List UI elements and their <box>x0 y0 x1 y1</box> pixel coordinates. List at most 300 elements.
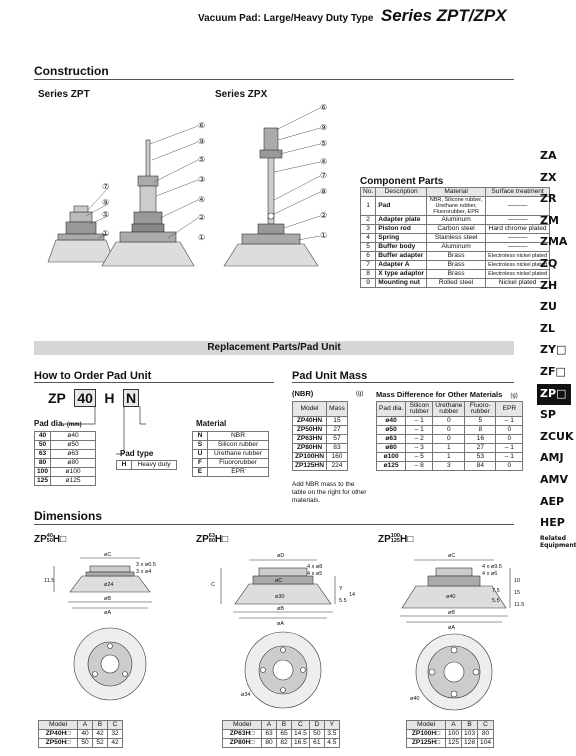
dim-row <box>407 730 494 739</box>
dim2-label-d: øD <box>277 553 285 559</box>
mass-diff-cell: 0 <box>433 435 465 444</box>
parts-desc: Piston rod <box>376 225 427 234</box>
dim-cell: 32 <box>108 730 123 739</box>
parts-row <box>361 243 550 252</box>
parts-surface: Electroless nickel plated <box>486 261 550 270</box>
pad-dia-row <box>35 477 96 486</box>
component-parts-table <box>360 187 550 288</box>
parts-material: Aluminum <box>427 216 486 225</box>
parts-header-surface: Surface treatment <box>486 188 550 197</box>
dim-cell: 42 <box>93 730 108 739</box>
dim1-title <box>34 534 66 545</box>
parts-surface: Electroless nickel plated <box>486 270 550 279</box>
mass-row <box>293 426 348 435</box>
parts-no: 8 <box>361 270 376 279</box>
mass-diff-table <box>376 401 523 471</box>
material-row <box>193 450 269 459</box>
dim-row <box>39 730 123 739</box>
dim1-label-3x65: 3 x ø6.5 <box>136 562 156 568</box>
dim1-drawing <box>40 546 180 714</box>
dim-row <box>223 730 340 739</box>
marker-zpt-left-9: ⑨ <box>102 198 110 207</box>
marker-zpt-6: ⑥ <box>198 121 206 130</box>
pad-dia-row <box>35 468 96 477</box>
side-tab-zh[interactable]: ZH <box>540 278 558 292</box>
pad-dia-cell: ø125 <box>51 477 96 486</box>
dim2-table <box>222 720 340 748</box>
marker-zpx-1: ① <box>320 231 328 240</box>
component-parts-title: Component Parts <box>360 176 444 187</box>
pad-unit-mass-heading: Pad Unit Mass <box>292 370 514 383</box>
mass-diff-row <box>377 417 523 426</box>
mass-diff-cell: 27 <box>465 444 496 453</box>
pad-dia-cell: 100 <box>35 468 51 477</box>
mass-diff-cell: 5 <box>465 417 496 426</box>
dim2-label-34: ø34 <box>241 692 251 698</box>
material-cell: U <box>193 450 208 459</box>
mass-diff-cell: ø125 <box>377 462 406 471</box>
mass-diff-cell: – 2 <box>406 435 433 444</box>
dim-header-row <box>407 721 494 730</box>
parts-no: 5 <box>361 243 376 252</box>
side-tab-strip <box>537 146 576 553</box>
mass-diff-cell: 1 <box>433 453 465 462</box>
mass-header-model: Model <box>293 402 327 417</box>
dim-cell: 65 <box>277 730 292 739</box>
mass-cell: ZP125HN <box>293 462 327 471</box>
order-code-type: H <box>104 390 115 406</box>
marker-zpx-5: ⑤ <box>320 139 328 148</box>
parts-row <box>361 279 550 288</box>
dim1-bottom: 50 <box>46 538 53 545</box>
header-subtitle: Vacuum Pad: Large/Heavy Duty Type <box>198 13 374 24</box>
mass-diff-cell: ø40 <box>377 417 406 426</box>
side-tab-amv[interactable]: AMV <box>540 472 568 486</box>
mass-row <box>293 462 348 471</box>
pad-dia-cell: ø63 <box>51 450 96 459</box>
dim3-label-10: 10 <box>514 578 521 584</box>
side-tab-zma[interactable]: ZMA <box>540 235 568 249</box>
mass-note: Add NBR mass to the table on the right for other materials. <box>292 481 367 504</box>
dim1-suffix: H□ <box>52 534 67 545</box>
parts-row <box>361 225 550 234</box>
parts-row <box>361 234 550 243</box>
parts-header-no: No. <box>361 188 376 197</box>
mass-diff-row <box>377 426 523 435</box>
dim-cell: ZP50H□ <box>39 739 78 748</box>
pad-dia-cell: 50 <box>35 441 51 450</box>
parts-desc: Mounting nut <box>376 279 427 288</box>
diff-header-silicon: Silicon rubber <box>406 402 433 417</box>
parts-material: Rolled steel <box>427 279 486 288</box>
pad-dia-cell: ø100 <box>51 468 96 477</box>
material-row <box>193 459 269 468</box>
dim1-label-24: ø24 <box>104 582 114 588</box>
side-tab-zy-[interactable]: ZY□ <box>540 343 567 357</box>
mass-diff-cell: 0 <box>433 426 465 435</box>
mass-diff-cell: 16 <box>465 435 496 444</box>
dim-header: Model <box>223 721 262 730</box>
marker-zpt-5: ⑤ <box>198 155 206 164</box>
mass-cell: 160 <box>326 453 347 462</box>
dim3-label-115: 11.5 <box>514 602 525 608</box>
marker-zpx-9: ⑨ <box>320 123 328 132</box>
parts-material: NBR, Silicone rubber, Urethane rubber, Fluororubber, EPR <box>427 197 486 216</box>
pad-dia-row <box>35 459 96 468</box>
dim2-label-y: Y <box>339 586 343 592</box>
dim1-label-b: øB <box>104 596 112 602</box>
header-title: Series ZPT/ZPX <box>380 6 507 25</box>
dim-cell: 50 <box>309 730 324 739</box>
mass-diff-cell: – 1 <box>406 426 433 435</box>
dim3-table <box>406 720 494 748</box>
dim-header: D <box>309 721 324 730</box>
parts-surface: Hard chrome plated <box>486 225 550 234</box>
parts-surface: ——— <box>486 234 550 243</box>
dim2-label-55: 5.5 <box>339 598 347 604</box>
material-cell: F <box>193 459 208 468</box>
pad-dia-unit: (mm) <box>66 422 82 428</box>
mass-cell: ZP80HN <box>293 444 327 453</box>
dim-header: C <box>108 721 123 730</box>
dim-header-row <box>39 721 123 730</box>
dim3-bottom: 125 <box>390 538 400 545</box>
mass-diff-cell: 0 <box>496 435 523 444</box>
dim-cell: ZP40H□ <box>39 730 78 739</box>
parts-surface: ——— <box>486 243 550 252</box>
side-tab-hep[interactable]: HEP <box>540 516 565 530</box>
dim2-drawing <box>205 546 365 714</box>
material-row <box>193 432 269 441</box>
mass-diff-cell: – 8 <box>406 462 433 471</box>
dim-header: C <box>478 721 494 730</box>
side-tab-zl[interactable]: ZL <box>540 321 555 335</box>
dim3-label-c: øC <box>448 553 456 559</box>
mass-cell: ZP50HN <box>293 426 327 435</box>
mass-cell: 224 <box>326 462 347 471</box>
marker-zpx-4: ④ <box>320 157 328 166</box>
dim2-title <box>196 534 228 545</box>
dim-cell: 4.5 <box>324 739 339 748</box>
marker-zpx-8: ⑧ <box>320 187 328 196</box>
parts-surface: Electroless nickel plated <box>486 252 550 261</box>
zpt-large-drawing <box>102 140 194 266</box>
parts-desc: X type adaptor <box>376 270 427 279</box>
material-table <box>192 431 269 477</box>
marker-zpt-left-5: ⑤ <box>102 210 110 219</box>
dim-header: B <box>462 721 478 730</box>
marker-zpt-2: ② <box>198 213 206 222</box>
page-header <box>198 6 528 26</box>
side-tab-zm[interactable]: ZM <box>540 213 559 227</box>
pad-dia-cell: 40 <box>35 432 51 441</box>
dim2-suffix: H□ <box>214 534 229 545</box>
parts-no: 4 <box>361 234 376 243</box>
parts-no: 7 <box>361 261 376 270</box>
dim2-label-b: øB <box>277 606 285 612</box>
pad-type-row <box>117 461 177 470</box>
marker-zpx-7: ⑦ <box>320 171 328 180</box>
dim3-label-b: øB <box>448 610 456 616</box>
mass-diff-cell: ø80 <box>377 444 406 453</box>
dim-row <box>223 739 340 748</box>
mass-diff-cell: ø100 <box>377 453 406 462</box>
dim2-bottom: 80 <box>208 538 215 545</box>
side-tab-related-equipment[interactable]: Related Equipment <box>540 534 576 549</box>
side-tab-zp-[interactable]: ZP□ <box>537 384 571 406</box>
dim-header: B <box>277 721 292 730</box>
diff-header-urethane: Urethane rubber <box>433 402 465 417</box>
material-cell: E <box>193 468 208 477</box>
dim1-prefix: ZP <box>34 534 47 545</box>
mass-cell: 27 <box>326 426 347 435</box>
marker-zpt-4: ④ <box>198 195 206 204</box>
dim-header: Model <box>39 721 78 730</box>
dim-cell: 42 <box>108 739 123 748</box>
dim3-label-40b: ø40 <box>410 696 420 702</box>
mass-diff-cell: 1 <box>433 444 465 453</box>
parts-surface: Nickel plated <box>486 279 550 288</box>
parts-header-desc: Description <box>376 188 427 197</box>
pad-type-title: Pad type <box>120 449 154 458</box>
marker-zpt-3: ③ <box>198 175 206 184</box>
order-code-dia: 40 <box>74 389 96 407</box>
parts-material: Carbon steel <box>427 225 486 234</box>
mass-cell: ZP63HN <box>293 435 327 444</box>
pad-dia-title <box>34 419 82 428</box>
pad-dia-row <box>35 450 96 459</box>
mass-diff-cell: – 1 <box>496 417 523 426</box>
dim2-label-4x8: 4 x ø8 <box>307 564 323 570</box>
mass-row <box>293 417 348 426</box>
diff-header-epr: EPR <box>496 402 523 417</box>
parts-desc: Pad <box>376 197 427 216</box>
mass-diff-row <box>377 453 523 462</box>
order-code-material: N <box>123 389 139 407</box>
dim-cell: 80 <box>478 730 494 739</box>
dim3-label-4x95: 4 x ø9.5 <box>482 564 502 570</box>
mass-diff-unit: (g) <box>510 393 518 399</box>
material-cell: Fluororubber <box>208 459 269 468</box>
dim-cell: 14.5 <box>292 730 310 739</box>
side-tab-zr[interactable]: ZR <box>540 192 557 206</box>
dim3-prefix: ZP <box>378 534 391 545</box>
dim-header: Y <box>324 721 339 730</box>
marker-zpt-9: ⑨ <box>198 137 206 146</box>
dim2-label-cdim: C <box>211 582 215 588</box>
dim-header: Model <box>407 721 446 730</box>
dim2-label-c: øC <box>275 578 283 584</box>
dim-cell: 100 <box>446 730 462 739</box>
dim2-label-14: 14 <box>349 592 356 598</box>
mass-diff-row <box>377 462 523 471</box>
mass-diff-cell: – 1 <box>496 453 523 462</box>
mass-diff-row <box>377 435 523 444</box>
side-tab-za[interactable]: ZA <box>540 149 557 162</box>
series-zpt-label: Series ZPT <box>38 89 90 100</box>
pad-dia-cell: ø50 <box>51 441 96 450</box>
parts-row <box>361 216 550 225</box>
dim-header: A <box>78 721 93 730</box>
dim3-label-75: 7.5 <box>492 588 500 594</box>
mass-diff-cell: – 1 <box>406 417 433 426</box>
dim3-label-55: 5.5 <box>492 598 500 604</box>
pad-dia-table <box>34 431 96 486</box>
parts-header-material: Material <box>427 188 486 197</box>
material-cell: EPR <box>208 468 269 477</box>
side-tab-zq[interactable]: ZQ <box>540 256 558 270</box>
parts-material: Brass <box>427 270 486 279</box>
dim1-top: 40 <box>46 533 53 540</box>
mass-diff-cell: 0 <box>496 426 523 435</box>
mass-header-mass: Mass <box>326 402 347 417</box>
mass-table <box>292 401 348 471</box>
mass-diff-cell: 8 <box>465 426 496 435</box>
pad-type-cell: H <box>117 461 132 470</box>
side-tab-amj[interactable]: AMJ <box>540 451 564 465</box>
marker-zpx-6: ⑥ <box>320 103 328 112</box>
dim3-label-4x6: 4 x ø6 <box>482 571 498 577</box>
pad-dia-cell: 80 <box>35 459 51 468</box>
dim-header: A <box>446 721 462 730</box>
nbr-label: (NBR) <box>292 389 314 398</box>
dim-row <box>39 739 123 748</box>
parts-desc: Buffer adapter <box>376 252 427 261</box>
mass-diff-cell: 0 <box>496 462 523 471</box>
mass-cell: ZP100HN <box>293 453 327 462</box>
dim1-table <box>38 720 123 748</box>
dim3-top: 100 <box>390 533 400 540</box>
dim2-top: 63 <box>208 533 215 540</box>
parts-desc: Buffer body <box>376 243 427 252</box>
mass-diff-row <box>377 444 523 453</box>
material-row <box>193 468 269 477</box>
pad-dia-row <box>35 441 96 450</box>
parts-surface: ——— <box>486 216 550 225</box>
dim-cell: 125 <box>446 739 462 748</box>
material-title: Material <box>196 419 227 428</box>
dim-cell: 3.5 <box>324 730 339 739</box>
pad-type-table <box>116 460 177 470</box>
dim-cell: 128 <box>462 739 478 748</box>
dim2-label-30: ø30 <box>275 594 285 600</box>
dim-cell: ZP80H□ <box>223 739 262 748</box>
mass-diff-cell: – 3 <box>406 444 433 453</box>
side-tab-zu[interactable]: ZU <box>540 300 557 314</box>
dim-header: A <box>262 721 277 730</box>
replacement-parts-banner: Replacement Parts/Pad Unit <box>34 341 514 355</box>
side-tab-zx[interactable]: ZX <box>540 170 557 184</box>
dim-cell: 103 <box>462 730 478 739</box>
dim-cell: 50 <box>78 739 93 748</box>
dim1-label-3x4: 3 x ø4 <box>136 569 152 575</box>
material-cell: N <box>193 432 208 441</box>
marker-zpt-1: ① <box>198 233 206 242</box>
pad-dia-cell: ø40 <box>51 432 96 441</box>
dim1-label-c: øC <box>104 552 112 558</box>
dim1-label-a: øA <box>104 610 112 616</box>
parts-material: Stainless steel <box>427 234 486 243</box>
mass-cell: 15 <box>326 417 347 426</box>
construction-drawing <box>28 100 338 280</box>
parts-material: Aluminum <box>427 243 486 252</box>
mass-diff-cell: 0 <box>433 417 465 426</box>
dim-cell: ZP125H□ <box>407 739 446 748</box>
marker-zpt-left-7: ⑦ <box>102 182 110 191</box>
dim3-drawing <box>388 546 528 714</box>
dim-cell: 52 <box>93 739 108 748</box>
mass-diff-cell: 53 <box>465 453 496 462</box>
dim3-label-15: 15 <box>514 590 521 596</box>
side-tab-aep[interactable]: AEP <box>540 494 565 508</box>
dim1-label-115: 11.5 <box>44 578 55 584</box>
dim-cell: ZP63H□ <box>223 730 262 739</box>
dim3-suffix: H□ <box>399 534 414 545</box>
diff-header-fluoro: Fluoro-rubber <box>465 402 496 417</box>
mass-cell: 83 <box>326 444 347 453</box>
dim-header: C <box>292 721 310 730</box>
dim2-label-a: øA <box>277 621 285 627</box>
material-cell: NBR <box>208 432 269 441</box>
diff-header-paddia: Pad dia. <box>377 402 406 417</box>
pad-type-cell: Heavy duty <box>132 461 177 470</box>
construction-heading: Construction <box>34 64 514 80</box>
material-cell: S <box>193 441 208 450</box>
pad-dia-cell: 125 <box>35 477 51 486</box>
marker-zpx-2: ② <box>320 211 328 220</box>
parts-row <box>361 197 550 216</box>
dim3-label-40: ø40 <box>446 594 456 600</box>
parts-material: Brass <box>427 261 486 270</box>
side-tab-zcuk[interactable]: ZCUK <box>540 429 574 443</box>
material-cell: Silicon rubber <box>208 441 269 450</box>
dim-cell: 82 <box>277 739 292 748</box>
dim2-label-4x5: 4 x ø5 <box>307 571 323 577</box>
parts-no: 1 <box>361 197 376 216</box>
parts-desc: Adapter plate <box>376 216 427 225</box>
dim-cell: 104 <box>478 739 494 748</box>
parts-no: 2 <box>361 216 376 225</box>
material-cell: Urethane rubber <box>208 450 269 459</box>
parts-row <box>361 270 550 279</box>
side-tab-zf-[interactable]: ZF□ <box>540 364 566 378</box>
side-tab-sp[interactable]: SP <box>540 408 556 422</box>
mass-cell: 57 <box>326 435 347 444</box>
parts-no: 6 <box>361 252 376 261</box>
how-to-order-heading: How to Order Pad Unit <box>34 370 274 383</box>
parts-desc: Spring <box>376 234 427 243</box>
dim-cell: 80 <box>262 739 277 748</box>
dim-cell: 16.5 <box>292 739 310 748</box>
mass-row <box>293 435 348 444</box>
mass-diff-cell: ø50 <box>377 426 406 435</box>
pad-dia-cell: 63 <box>35 450 51 459</box>
mass-diff-title <box>376 390 518 399</box>
mass-unit: (g) <box>356 391 364 397</box>
pad-dia-row <box>35 432 96 441</box>
series-zpx-label: Series ZPX <box>215 89 268 100</box>
parts-row <box>361 261 550 270</box>
marker-zpt-left-1: ① <box>102 229 110 238</box>
mass-diff-cell: ø63 <box>377 435 406 444</box>
parts-desc: Adapter A <box>376 261 427 270</box>
zpx-drawing <box>224 128 318 266</box>
dim-header: B <box>93 721 108 730</box>
dimensions-heading: Dimensions <box>34 509 514 525</box>
dim-cell: 61 <box>309 739 324 748</box>
order-code-prefix: ZP <box>48 390 66 406</box>
pad-dia-title-text: Pad dia. <box>34 419 65 428</box>
